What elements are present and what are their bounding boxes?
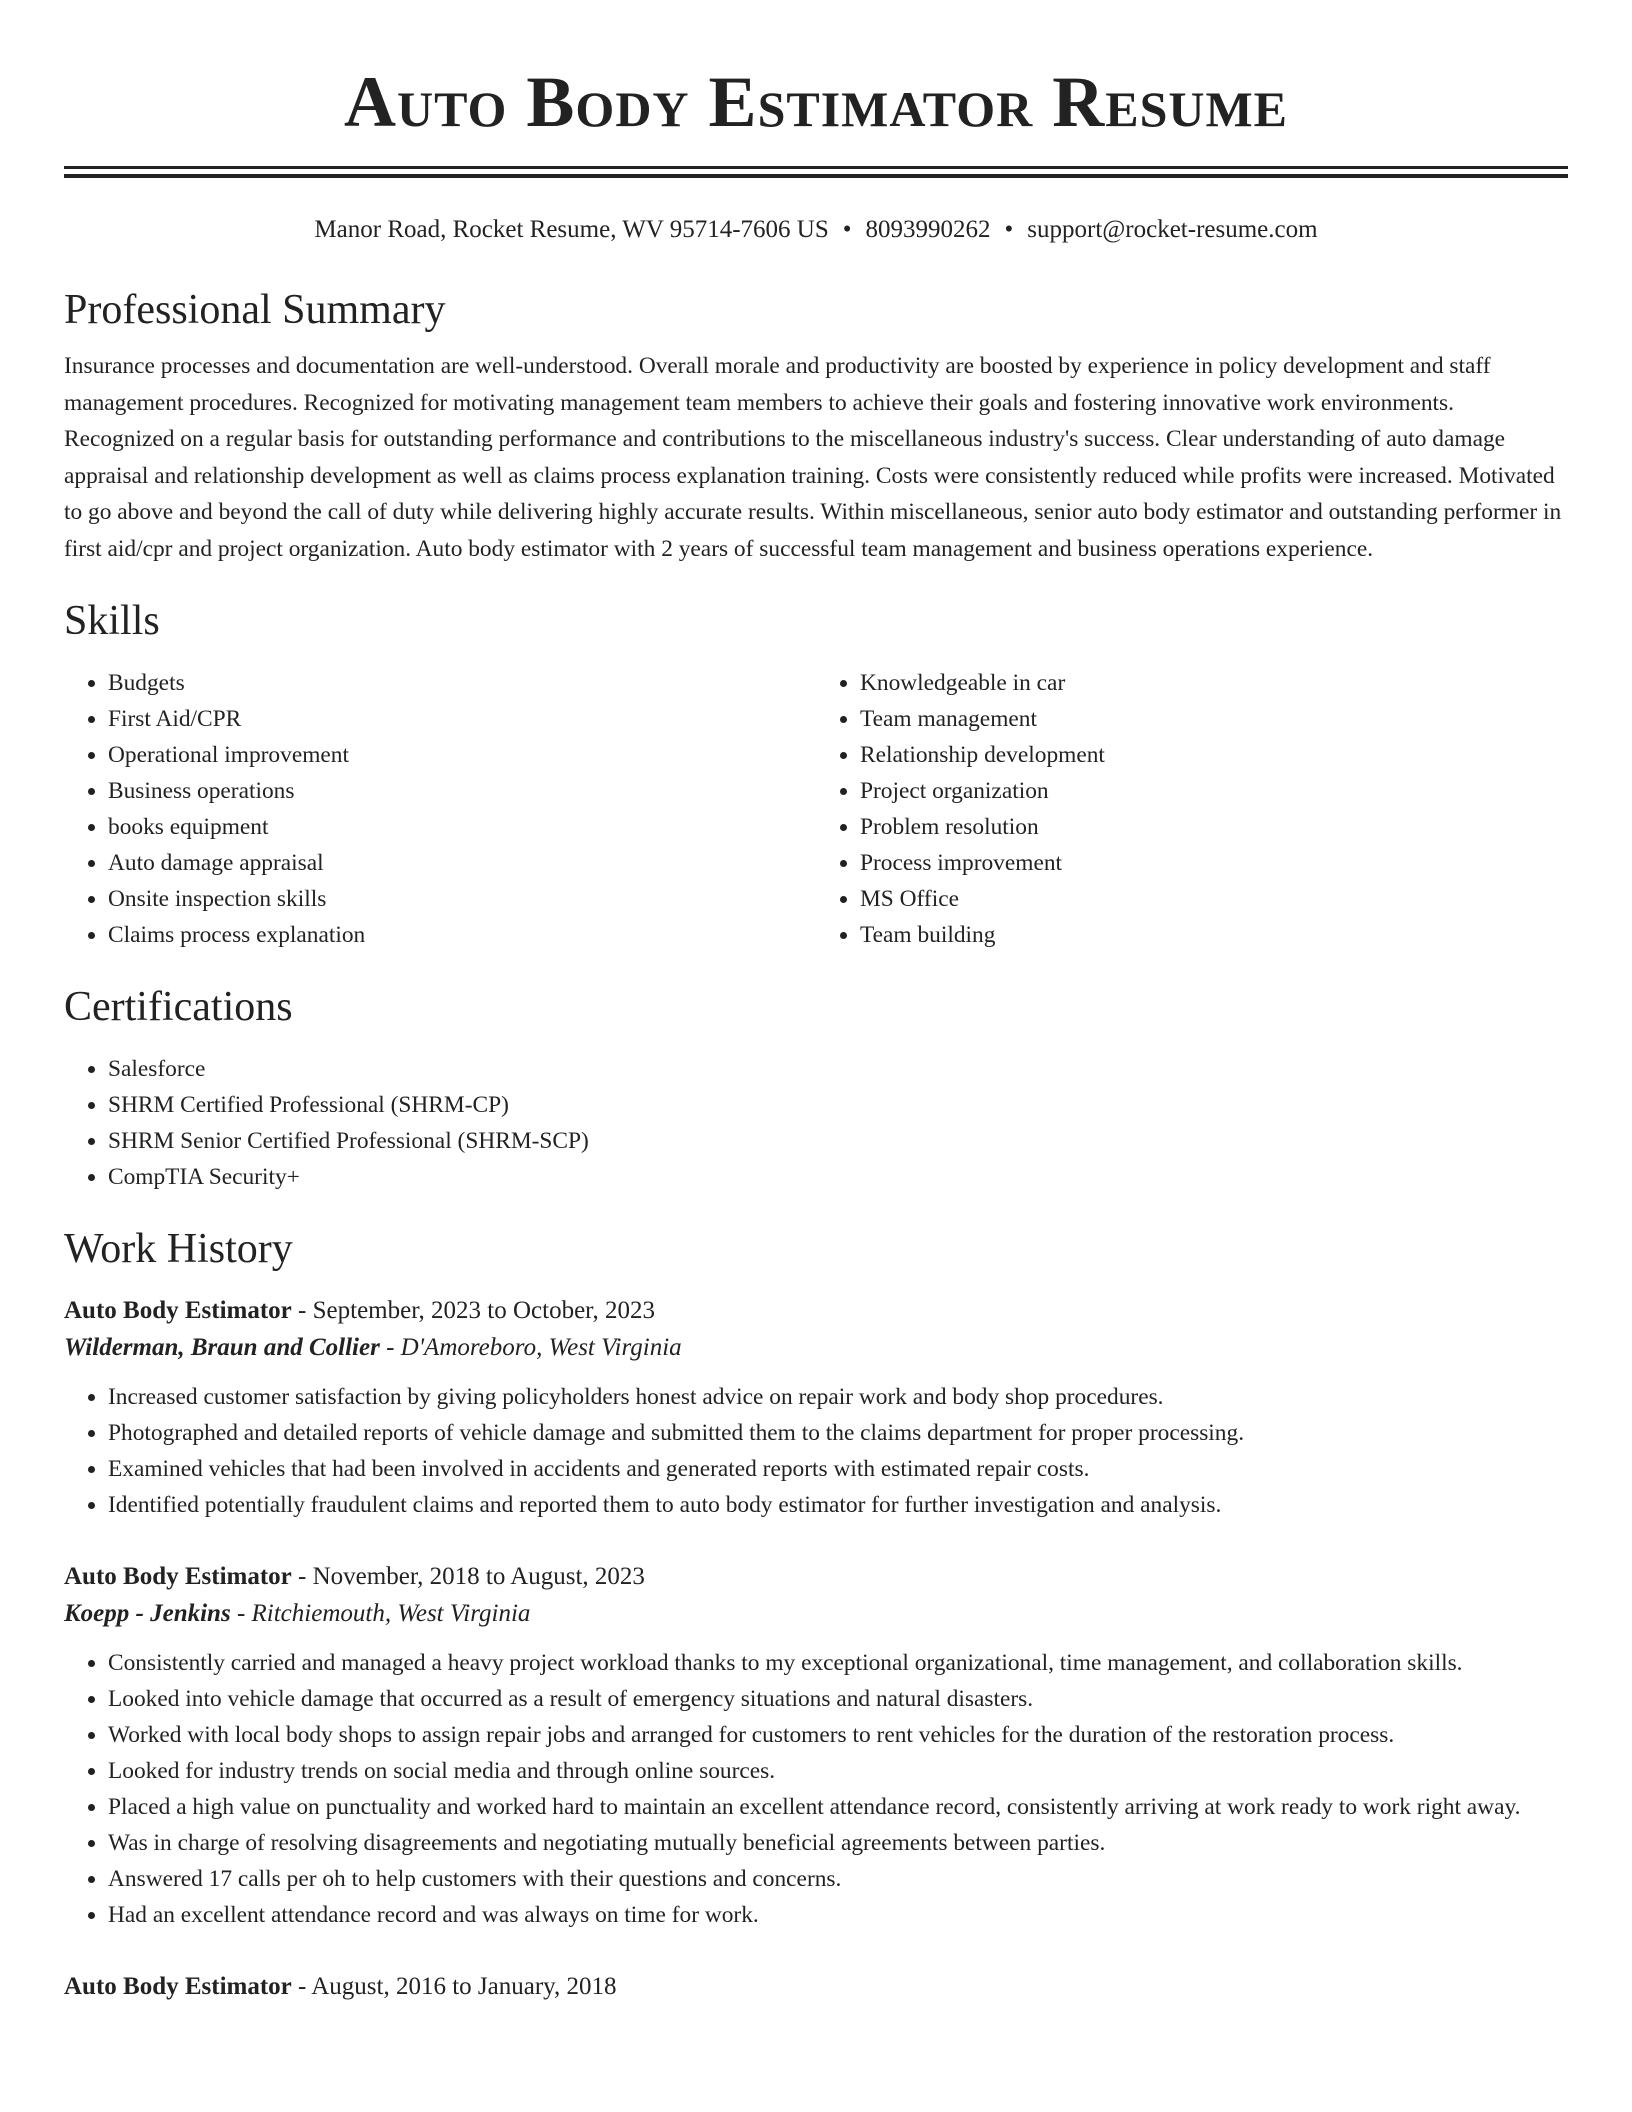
certification-item: • SHRM Senior Certified Professional (SHRM-SCP) xyxy=(108,1123,1568,1159)
skill-item: • Team building xyxy=(860,917,1568,953)
employer-location: - D'Amoreboro, West Virginia xyxy=(379,1334,682,1361)
employer-line xyxy=(64,1329,1568,1367)
contact-separator: • xyxy=(842,216,852,243)
job-duty: • Identified potentially fraudulent claims and reported them to auto body estimator for further investigation and analysis. xyxy=(108,1487,1568,1523)
skill-item: • Process improvement xyxy=(860,845,1568,881)
skill-item: • Onsite inspection skills xyxy=(108,881,816,917)
contact-separator: • xyxy=(1004,216,1014,243)
job-title: Auto Body Estimator xyxy=(64,1297,292,1324)
job-duty: • Placed a high value on punctuality and worked hard to maintain an excellent attendance record, consistently arriving at work ready to work right away. xyxy=(108,1789,1568,1825)
contact-email: support@rocket-resume.com xyxy=(1027,216,1318,243)
employer-name: Koepp - Jenkins xyxy=(64,1600,231,1627)
skill-item: • Team management xyxy=(860,701,1568,737)
skill-item: • Knowledgeable in car xyxy=(860,665,1568,701)
job-title-line xyxy=(64,1293,1568,1329)
summary-heading: Professional Summary xyxy=(64,287,446,333)
job-dates: - August, 2016 to January, 2018 xyxy=(291,1973,617,2000)
job-entry xyxy=(64,1559,1568,1933)
skills-list-left xyxy=(64,665,816,953)
job-duties-list xyxy=(64,1379,1568,1523)
employer-name: Wilderman, Braun and Collier xyxy=(64,1334,380,1361)
title-divider xyxy=(64,166,1568,178)
job-duties-list xyxy=(64,1645,1568,1933)
contact-phone: 8093990262 xyxy=(865,216,991,243)
employer-line xyxy=(64,1595,1568,1633)
job-title: Auto Body Estimator xyxy=(64,1973,292,2000)
contact-address: Manor Road, Rocket Resume, WV 95714-7606 US xyxy=(314,216,829,243)
employer-location: - Ritchiemouth, West Virginia xyxy=(230,1600,531,1627)
work-history-heading: Work History xyxy=(64,1226,293,1272)
certifications-list xyxy=(64,1051,1568,1195)
job-duty: • Consistently carried and managed a heavy project workload thanks to my exceptional organizational, time management, and collaboration skills. xyxy=(108,1645,1568,1681)
skill-item: • Project organization xyxy=(860,773,1568,809)
job-duty: • Had an excellent attendance record and was always on time for work. xyxy=(108,1897,1568,1933)
skill-item: • books equipment xyxy=(108,809,816,845)
skill-item: • Business operations xyxy=(108,773,816,809)
skills-columns xyxy=(64,665,1568,953)
job-duty: • Examined vehicles that had been involved in accidents and generated reports with estimated repair costs. xyxy=(108,1451,1568,1487)
job-dates: - September, 2023 to October, 2023 xyxy=(291,1297,655,1324)
job-duty: • Answered 17 calls per oh to help customers with their questions and concerns. xyxy=(108,1861,1568,1897)
job-duty: • Looked into vehicle damage that occurred as a result of emergency situations and natural disasters. xyxy=(108,1681,1568,1717)
job-duty: • Looked for industry trends on social media and through online sources. xyxy=(108,1753,1568,1789)
skill-item: • MS Office xyxy=(860,881,1568,917)
job-title: Auto Body Estimator xyxy=(64,1563,292,1590)
job-dates: - November, 2018 to August, 2023 xyxy=(291,1563,645,1590)
certification-item: • Salesforce xyxy=(108,1051,1568,1087)
job-duty: • Increased customer satisfaction by giving policyholders honest advice on repair work and body shop procedures. xyxy=(108,1379,1568,1415)
skills-list-right xyxy=(816,665,1568,953)
job-duty: • Worked with local body shops to assign repair jobs and arranged for customers to rent vehicles for the duration of the restoration process. xyxy=(108,1717,1568,1753)
skills-heading: Skills xyxy=(64,598,160,644)
job-entry xyxy=(64,1293,1568,1523)
skill-item: • Problem resolution xyxy=(860,809,1568,845)
skill-item: • Operational improvement xyxy=(108,737,816,773)
skill-item: • Claims process explanation xyxy=(108,917,816,953)
skill-item: • Budgets xyxy=(108,665,816,701)
skill-item: • Auto damage appraisal xyxy=(108,845,816,881)
certifications-heading: Certifications xyxy=(64,984,293,1030)
job-title-line xyxy=(64,1969,1568,2005)
certification-item: • SHRM Certified Professional (SHRM-CP) xyxy=(108,1087,1568,1123)
skill-item: • Relationship development xyxy=(860,737,1568,773)
job-duty: • Was in charge of resolving disagreements and negotiating mutually beneficial agreements between parties. xyxy=(108,1825,1568,1861)
resume-title: Auto Body Estimator Resume xyxy=(343,62,1289,142)
job-duty: • Photographed and detailed reports of vehicle damage and submitted them to the claims department for proper processing. xyxy=(108,1415,1568,1451)
certification-item: • CompTIA Security+ xyxy=(108,1159,1568,1195)
contact-line xyxy=(64,214,1568,246)
summary-text: Insurance processes and documentation are well-understood. Overall morale and productivity are boosted by experience in policy development and staff management procedures. Recognized for motivating management team members to achieve their goals and fostering innovative work environments. Recognized on a regular basis for outstanding performance and contributions to the miscellaneous industry's success. Clear understanding of auto damage appraisal and relationship development as well as claims process explanation training. Costs were consistently reduced while profits were increased. Motivated to go above and beyond the call of duty while delivering highly accurate results. Within miscellaneous, senior auto body estimator and outstanding performer in first aid/cpr and project organization. Auto body estimator with 2 years of successful team management and business operations experience. xyxy=(64,353,1562,562)
job-entry xyxy=(64,1969,1568,2005)
skill-item: • First Aid/CPR xyxy=(108,701,816,737)
job-title-line xyxy=(64,1559,1568,1595)
